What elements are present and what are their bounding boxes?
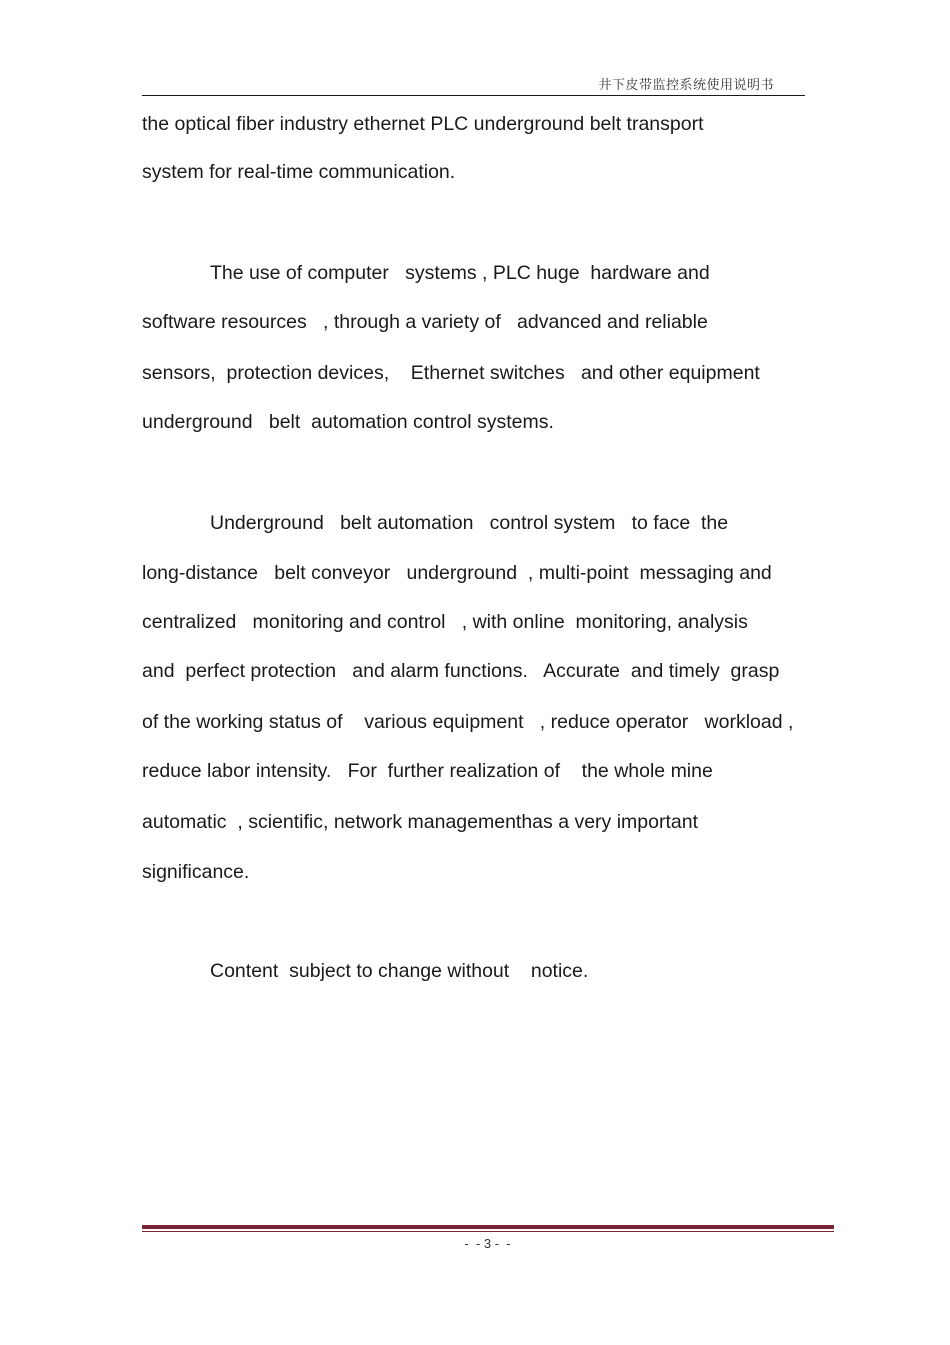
body-text-line: underground belt automation control systems.	[142, 411, 554, 433]
body-text-line: and perfect protection and alarm functions. Accurate and timely grasp	[142, 660, 780, 682]
footer-rule-thin	[142, 1231, 834, 1232]
page-header-title: 井下皮带监控系统使用说明书	[598, 78, 774, 93]
body-text-line: centralized monitoring and control , with online monitoring, analysis	[142, 611, 748, 633]
footer-rule-thick	[142, 1225, 834, 1229]
page-number: - - 3 - -	[464, 1236, 511, 1251]
body-text-line: Content subject to change without notice.	[210, 960, 589, 982]
body-text-line: reduce labor intensity. For further realization of the whole mine	[142, 760, 713, 782]
body-text-line: software resources , through a variety of advanced and reliable	[142, 311, 708, 333]
body-text-line: automatic , scientific, network managementhas a very important	[142, 811, 698, 833]
body-text-line: the optical fiber industry ethernet PLC underground belt transport	[142, 113, 704, 135]
body-text-line: sensors, protection devices, Ethernet switches and other equipment	[142, 362, 760, 384]
header-rule	[142, 95, 805, 96]
body-text-line: of the working status of various equipment , reduce operator workload ,	[142, 711, 794, 733]
body-text-line: Underground belt automation control system to face the	[210, 512, 729, 534]
body-text-line: The use of computer systems , PLC huge hardware and	[210, 262, 710, 284]
body-text-line: system for real-time communication.	[142, 161, 456, 183]
body-text-line: significance.	[142, 861, 250, 883]
body-text-line: long-distance belt conveyor underground , multi-point messaging and	[142, 562, 772, 584]
